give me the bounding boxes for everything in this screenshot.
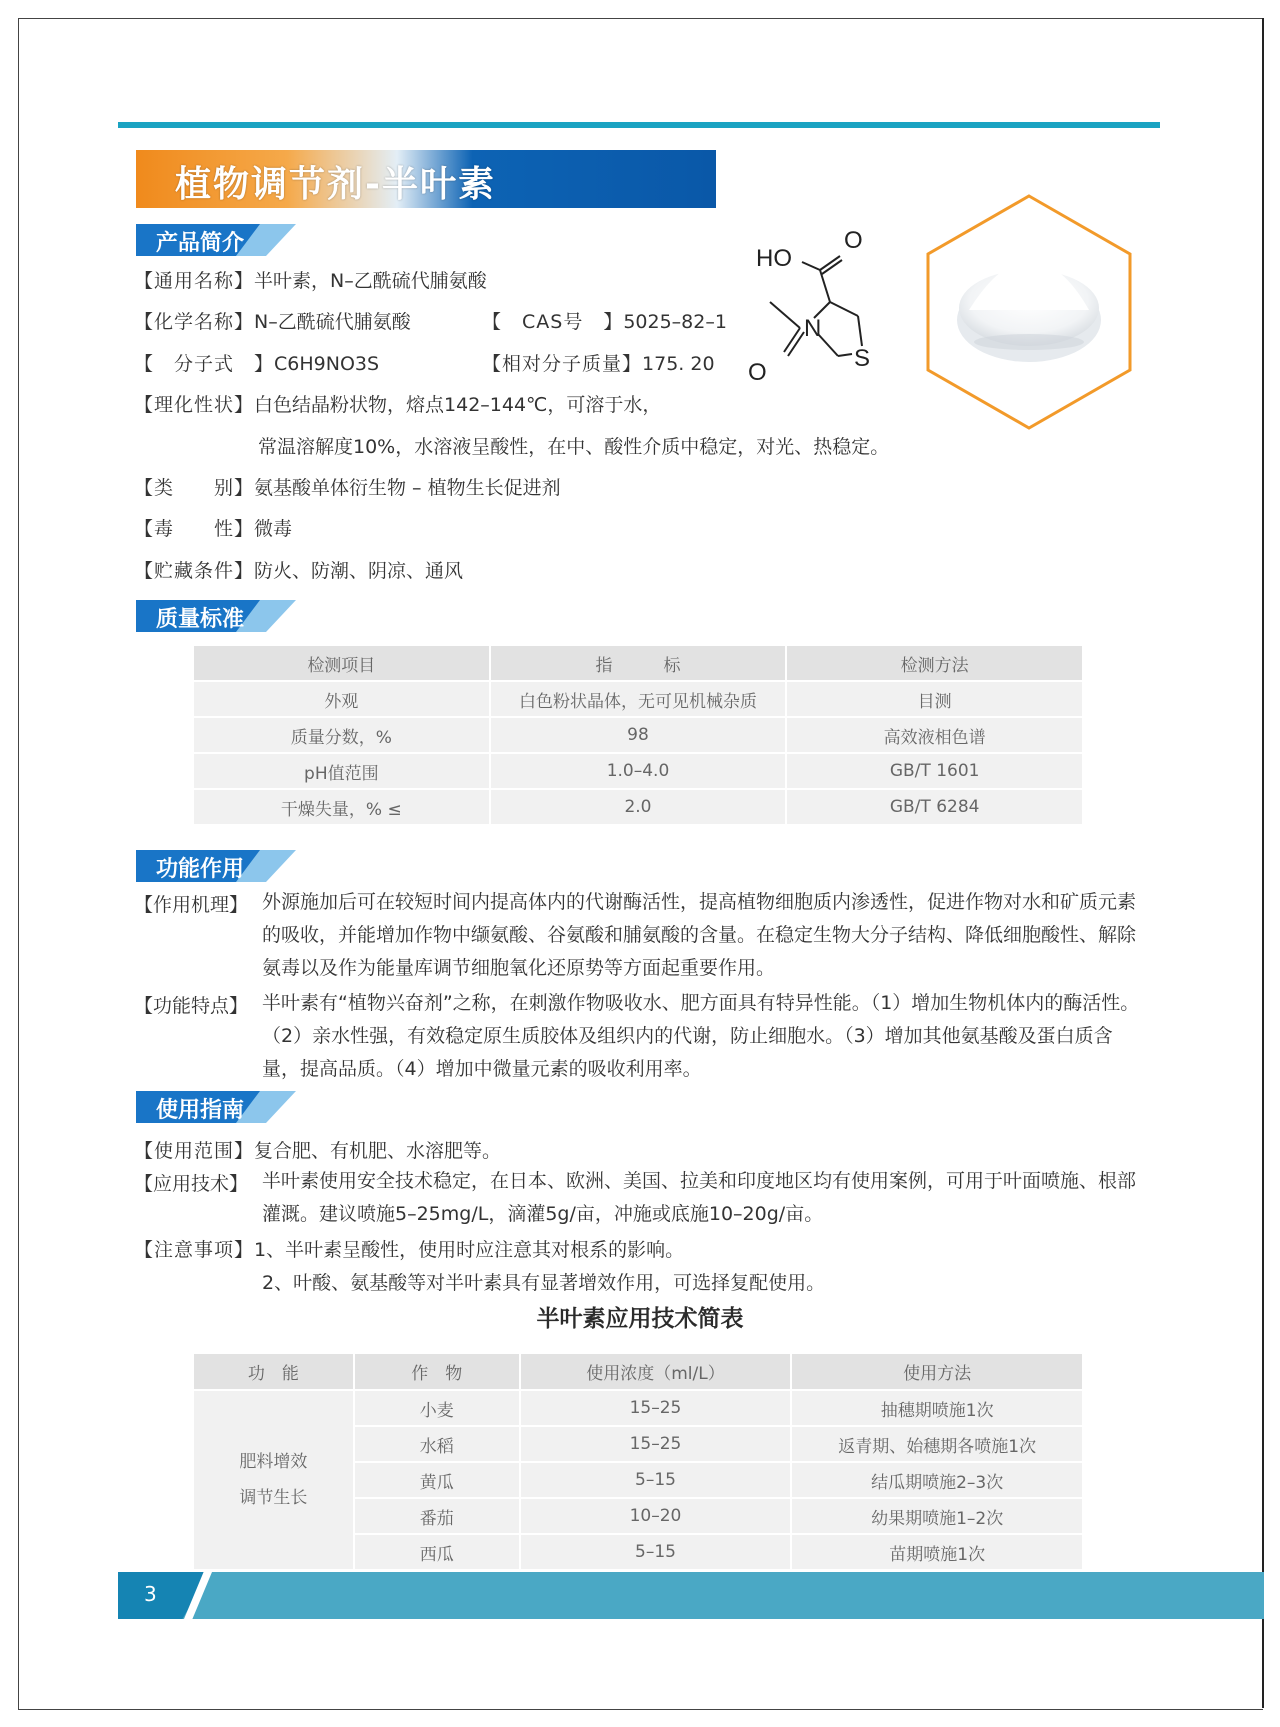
table-cell: 5–15: [520, 1534, 792, 1570]
table-row: [194, 753, 1083, 789]
table-cell: 外观: [194, 681, 490, 717]
field-label: 【贮藏条件】: [134, 560, 255, 582]
table-header-cell: 使用浓度（ml/L）: [520, 1354, 792, 1390]
table-cell: 黄瓜: [354, 1462, 520, 1498]
table-cell: 水稻: [354, 1426, 520, 1462]
product-photo: [924, 192, 1134, 432]
table-cell: 苗期喷施1次: [791, 1534, 1083, 1570]
note-row: [134, 1235, 684, 1262]
atom-label: O: [844, 227, 863, 254]
table-cell: 结瓜期喷施2–3次: [791, 1462, 1083, 1498]
table-cell: 1.0–4.0: [490, 753, 787, 789]
tech-text: 半叶素使用安全技术稳定，在日本、欧洲、美国、拉美和印度地区均有使用案例，可用于叶面喷施、根部灌溉。建议喷施5–25mg/L，滴灌5g/亩，冲施或底施10–20g/亩。: [262, 1170, 1137, 1225]
mech-label: 【作用机理】: [134, 894, 249, 916]
section-title: 质量标准: [156, 607, 245, 632]
table-cell: pH值范围: [194, 753, 490, 789]
tech-label: 【应用技术】: [134, 1173, 249, 1195]
table-header-cell: 检测项目: [194, 646, 490, 681]
table-cell: 白色粉状晶体，无可见机械杂质: [490, 681, 787, 717]
atom-label: O: [748, 359, 767, 386]
page-number: 3: [144, 1582, 157, 1606]
mech-text: 外源施加后可在较短时间内提高体内的代谢酶活性，提高植物细胞质内渗透性，促进作物对水和矿质元素的吸收，并能增加作物中缬氨酸、谷氨酸和脯氨酸的含量。在稳定生物大分子结构、降低细胞酸性、解除氨毒以及作为能量库调节细胞氧化还原势等方面起重要作用。: [262, 891, 1137, 979]
mw-row: [482, 349, 715, 376]
chem-name-row: [134, 307, 411, 334]
table-header-cell: 指 标: [490, 646, 787, 681]
category-row: [134, 473, 561, 500]
field-label: 【 CAS号 】: [482, 311, 624, 333]
field-value: C6H9NO3S: [274, 353, 380, 375]
field-value: N–乙酰硫代脯氨酸: [254, 311, 411, 333]
table-header-cell: 使用方法: [791, 1354, 1083, 1390]
toxicity-row: [134, 514, 292, 541]
table-row: [194, 1390, 1083, 1426]
table-cell: 西瓜: [354, 1534, 520, 1570]
chemical-structure: [740, 218, 920, 388]
field-label: 【 分子式 】: [134, 353, 275, 375]
field-label: 【理化性状】: [134, 394, 255, 416]
table-cell: 高效液相色谱: [786, 717, 1083, 753]
table-cell: 98: [490, 717, 787, 753]
application-table: [194, 1354, 1084, 1571]
storage-row: [134, 556, 463, 583]
table-header-row: [194, 1354, 1083, 1390]
table-row: [194, 789, 1083, 825]
table-cell: 质量分数，%: [194, 717, 490, 753]
table-cell: 番茄: [354, 1498, 520, 1534]
table-cell: 15–25: [520, 1426, 792, 1462]
scope-row: [134, 1136, 501, 1163]
field-value: 半叶素，N–乙酰硫代脯氨酸: [254, 270, 487, 292]
table-cell: 15–25: [520, 1390, 792, 1426]
page-title: 植物调节剂-半叶素: [175, 164, 496, 205]
table-row: [194, 681, 1083, 717]
table-cell: 2.0: [490, 789, 787, 825]
field-value: 1、半叶素呈酸性，使用时应注意其对根系的影响。: [254, 1239, 685, 1261]
field-label: 【相对分子质量】: [482, 353, 643, 375]
app-table-title: 半叶素应用技术简表: [536, 1306, 744, 1332]
props-row: [134, 390, 661, 417]
table-header-cell: 功 能: [194, 1354, 354, 1390]
field-value: 175. 20: [642, 353, 715, 375]
formula-row: [134, 349, 379, 376]
table-cell: GB/T 1601: [786, 753, 1083, 789]
section-title: 产品简介: [156, 231, 245, 256]
field-value: 白色结晶粉状物，熔点142–144℃，可溶于水，: [254, 394, 662, 416]
table-cell: 10–20: [520, 1498, 792, 1534]
field-label: 【类 别】: [134, 477, 255, 499]
table-cell: 抽穗期喷施1次: [791, 1390, 1083, 1426]
table-cell: 小麦: [354, 1390, 520, 1426]
quality-table: [194, 646, 1084, 826]
field-value: 微毒: [254, 518, 293, 540]
feat-label: 【功能特点】: [134, 995, 249, 1017]
field-value: 复合肥、有机肥、水溶肥等。: [254, 1140, 502, 1162]
cas-row: [482, 307, 727, 334]
field-label: 【化学名称】: [134, 311, 255, 333]
footer-band: [118, 1572, 1264, 1619]
field-value: 防火、防潮、阴凉、通风: [254, 560, 464, 582]
atom-label: HO: [756, 245, 792, 272]
table-header-cell: 作 物: [354, 1354, 520, 1390]
general-name-row: [134, 266, 487, 293]
top-rule: [118, 122, 1160, 128]
field-label: 【使用范围】: [134, 1140, 255, 1162]
table-cell: 干燥失量，% ≤: [194, 789, 490, 825]
table-cell: GB/T 6284: [786, 789, 1083, 825]
table-row: [194, 717, 1083, 753]
table-header-row: [194, 646, 1083, 681]
feat-text: 半叶素有“植物兴奋剂”之称，在刺激作物吸收水、肥方面具有特异性能。（1）增加生物机体内的酶活性。（2）亲水性强，有效稳定原生质胶体及组织内的代谢，防止细胞水。（3）增加其他氨基酸及蛋白质含量，提高品质。（4）增加中微量元素的吸收利用率。: [262, 992, 1140, 1080]
props-row-2: 常温溶解度10%，水溶液呈酸性，在中、酸性介质中稳定，对光、热稳定。: [258, 436, 890, 458]
atom-label: S: [854, 345, 871, 372]
note-row-2: 2、叶酸、氨基酸等对半叶素具有显著增效作用，可选择复配使用。: [262, 1272, 826, 1294]
function-cell: [194, 1390, 354, 1570]
section-title: 功能作用: [156, 857, 245, 882]
table-cell: 幼果期喷施1–2次: [791, 1498, 1083, 1534]
section-title: 使用指南: [156, 1098, 245, 1123]
field-label: 【注意事项】: [134, 1239, 255, 1261]
field-value: 氨基酸单体衍生物 – 植物生长促进剂: [254, 477, 561, 499]
function-line: 调节生长: [239, 1488, 308, 1508]
table-header-cell: 检测方法: [786, 646, 1083, 681]
page-edge: [1262, 18, 1264, 1708]
table-cell: 5–15: [520, 1462, 792, 1498]
table-cell: 返青期、始穗期各喷施1次: [791, 1426, 1083, 1462]
atom-label: N: [804, 315, 822, 342]
field-value: 5025–82–1: [623, 311, 727, 333]
function-line: 肥料增效: [239, 1452, 308, 1472]
table-cell: 目测: [786, 681, 1083, 717]
field-label: 【毒 性】: [134, 518, 255, 540]
field-label: 【通用名称】: [134, 270, 255, 292]
